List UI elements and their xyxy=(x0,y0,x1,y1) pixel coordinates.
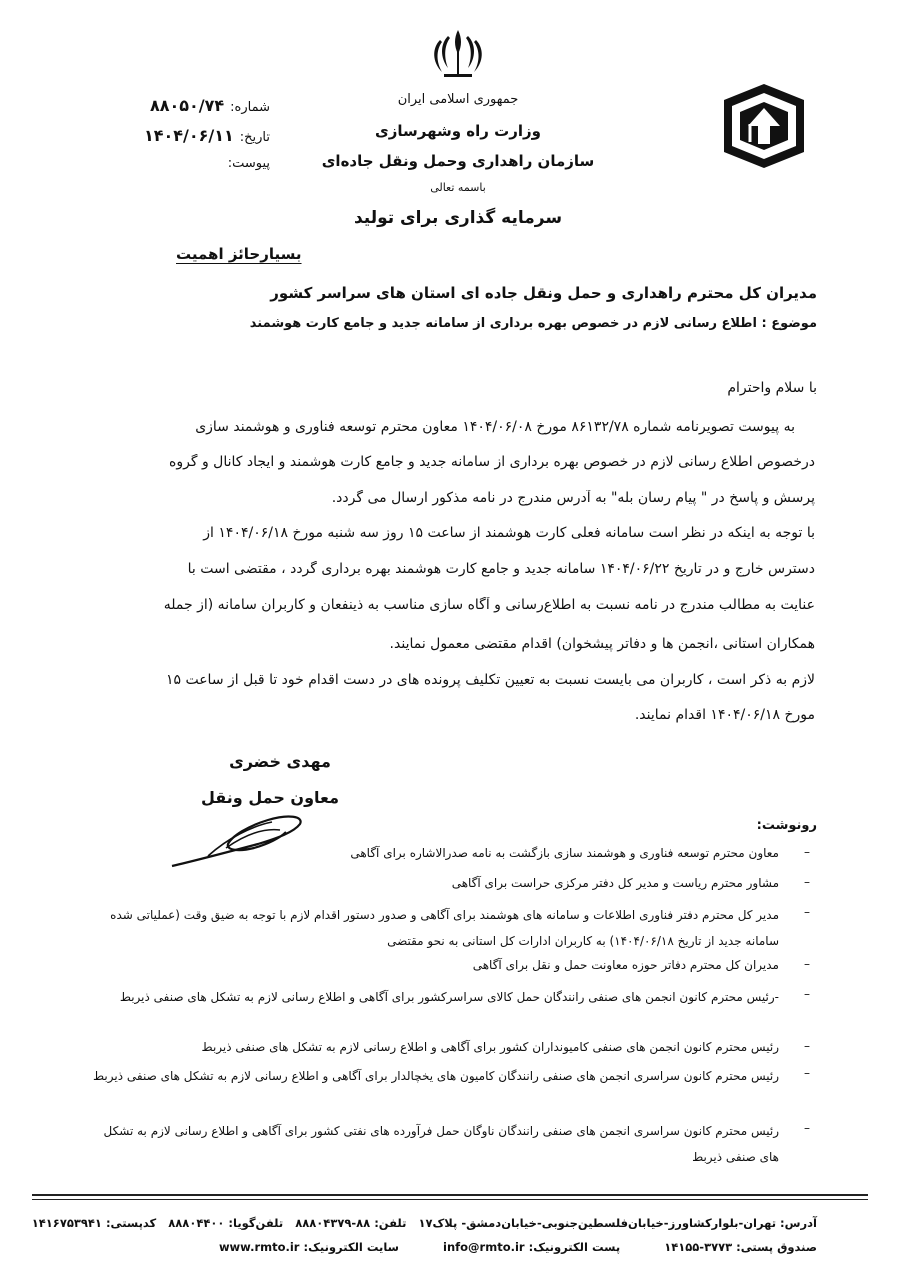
cc-bullet: – xyxy=(804,987,810,1001)
body-line: همکاران استانی ،انجمن ها و دفاتر پیشخوان) اقدام مقتضی معمول نمایند. xyxy=(389,636,815,652)
footer-phone-auto: تلفن‌گویا: ۸۸۸۰۴۴۰۰ xyxy=(168,1216,284,1230)
cc-item: معاون محترم توسعه فناوری و هوشمند سازی بازگشت به نامه صدرالاشاره برای آگاهی xyxy=(350,846,779,860)
cc-bullet: – xyxy=(804,1121,810,1135)
footer-email[interactable]: info@rmto.ir xyxy=(443,1240,525,1254)
body-line: لازم به ذکر است ، کاربران می بایست نسبت به تعیین تکلیف پرونده های در دست اقدام خود تا قبل از ساعت ۱۵ xyxy=(165,672,815,688)
cc-bullet: – xyxy=(804,957,810,971)
body-line: با توجه به اینکه در نظر است سامانه فعلی کارت هوشمند از ساعت ۱۵ روز سه شنبه مورخ ۱۴۰۴/۰۶/۱۸ از xyxy=(203,525,815,541)
footer-postal-code: کدپستی: ۱۴۱۶۷۵۳۹۴۱ xyxy=(31,1216,157,1230)
cc-bullet: – xyxy=(804,875,810,889)
slogan-text: سرمایه گذاری برای تولید xyxy=(353,208,563,228)
cc-item: رئیس محترم کانون انجمن های صنفی کامیونداران کشور برای آگاهی و اطلاع رسانی لازم به تشکل های صنفی ذیربط xyxy=(201,1040,779,1054)
footer-email-label: پست الکترونیک: xyxy=(528,1240,621,1254)
letter-attachment xyxy=(110,156,270,171)
footer-po-box: صندوق پستی: ۳۷۷۳-۱۴۱۵۵ xyxy=(664,1240,817,1254)
body-line: مورخ ۱۴۰۴/۰۶/۱۸ اقدام نمایند. xyxy=(634,707,815,723)
cc-bullet: – xyxy=(804,905,810,919)
attachment-label: پیوست: xyxy=(227,156,270,171)
body-line: دسترس خارج و در تاریخ ۱۴۰۴/۰۶/۲۲ سامانه جدید و جامع کارت هوشمند بهره برداری گردد ، مقتضی است با xyxy=(187,561,815,577)
rmto-logo-icon xyxy=(720,80,808,172)
signer-title: معاون حمل ونقل xyxy=(201,788,339,807)
footer-address-text: آدرس: تهران-بلوارکشاورز-خیابان‌فلسطین‌جنوبی-خیابان‌دمشق- پلاک۱۷ xyxy=(418,1216,817,1230)
cc-bullet: – xyxy=(804,845,810,859)
number-label: شماره: xyxy=(230,100,270,115)
letter-number xyxy=(110,96,270,115)
footer-address xyxy=(32,1216,817,1230)
cc-item: رئیس محترم کانون سراسری انجمن های صنفی رانندگان ناوگان حمل فرآورده های نفتی کشور برای آگاهی و اطلاع رسانی لازم به تشکل های صنفی ذیربط xyxy=(103,1124,779,1164)
footer-divider xyxy=(32,1194,868,1196)
cc-item: رئیس محترم کانون سراسری انجمن های صنفی رانندگان کامیون های یخچالدار برای آگاهی و اطلاع رسانی لازم به تشکل های صنفی ذیربط xyxy=(93,1069,779,1083)
footer-contacts xyxy=(219,1240,817,1254)
footer-website-label: سایت الکترونیک: xyxy=(303,1240,399,1254)
greeting: با سلام واحترام xyxy=(727,380,817,396)
body-line: به پیوست تصویرنامه شماره ۸۶۱۳۲/۷۸ مورخ ۱۴۰۴/۰۶/۰۸ معاون محترم توسعه فناوری و هوشمند سازی xyxy=(195,419,795,435)
invocation-text: باسمه تعالی xyxy=(430,181,486,194)
cc-bullet: – xyxy=(804,1066,810,1080)
body-line: درخصوص اطلاع رسانی لازم در خصوص بهره برداری از سامانه جدید و جامع کارت هوشمند و ایجاد کانال و گروه xyxy=(169,454,815,470)
priority-note: بسیارحائز اهمیت xyxy=(176,245,302,263)
ministry-text: وزارت راه وشهرسازی xyxy=(375,122,541,140)
date-label: تاریخ: xyxy=(239,130,270,145)
signer-name: مهدی خضری xyxy=(229,752,331,771)
footer-website[interactable]: www.rmto.ir xyxy=(218,1240,300,1254)
national-emblem-icon xyxy=(430,28,486,80)
republic-text: جمهوری اسلامی ایران xyxy=(397,92,519,107)
letter-date xyxy=(110,126,270,145)
organization-text: سازمان راهداری وحمل ونقل جاده‌ای xyxy=(321,152,595,170)
body-line: پرسش و پاسخ در " پیام رسان بله" به آدرس مندرج در نامه مذکور ارسال می گردد. xyxy=(331,490,815,506)
cc-item: مشاور محترم ریاست و مدیر کل دفتر مرکزی حراست برای آگاهی xyxy=(451,876,779,890)
cc-item: مدیر کل محترم دفتر فناوری اطلاعات و سامانه های هوشمند برای آگاهی و صدور دستور اقدام لازم با توجه به ضیق وقت (عملیاتی شده سامانه جدید از تاریخ ۱۴۰۴/۰۶/۱۸) به کاربران ادارات کل استانی به نحو مقتضی xyxy=(110,908,779,948)
cc-item: -رئیس محترم کانون انجمن های صنفی رانندگان حمل کالای سراسرکشور برای آگاهی و اطلاع رسانی لازم به تشکل های صنفی ذیربط xyxy=(119,990,779,1004)
cc-label: رونوشت: xyxy=(756,818,817,833)
cc-item: مدیران کل محترم دفاتر حوزه معاونت حمل و نقل برای آگاهی xyxy=(472,958,779,972)
footer-divider xyxy=(32,1199,868,1200)
number-value: ۸۸۰۵۰/۷۴ xyxy=(149,96,225,115)
body-line: عنایت به مطالب مندرج در نامه نسبت به اطلاع‌رسانی و آگاه سازی مناسب به ذینفعان و کاربران سامانه (از جمله xyxy=(163,597,815,613)
footer-phone: تلفن: ۸۸-۸۸۸۰۴۳۷۹ xyxy=(295,1216,407,1230)
addressee: مدیران کل محترم راهداری و حمل ونقل جاده ای استان های سراسر کشور xyxy=(270,284,817,302)
subject: موضوع : اطلاع رسانی لازم در خصوص بهره برداری از سامانه جدید و جامع کارت هوشمند xyxy=(249,316,817,331)
date-value: ۱۴۰۴/۰۶/۱۱ xyxy=(143,126,234,145)
cc-bullet: – xyxy=(804,1039,810,1053)
